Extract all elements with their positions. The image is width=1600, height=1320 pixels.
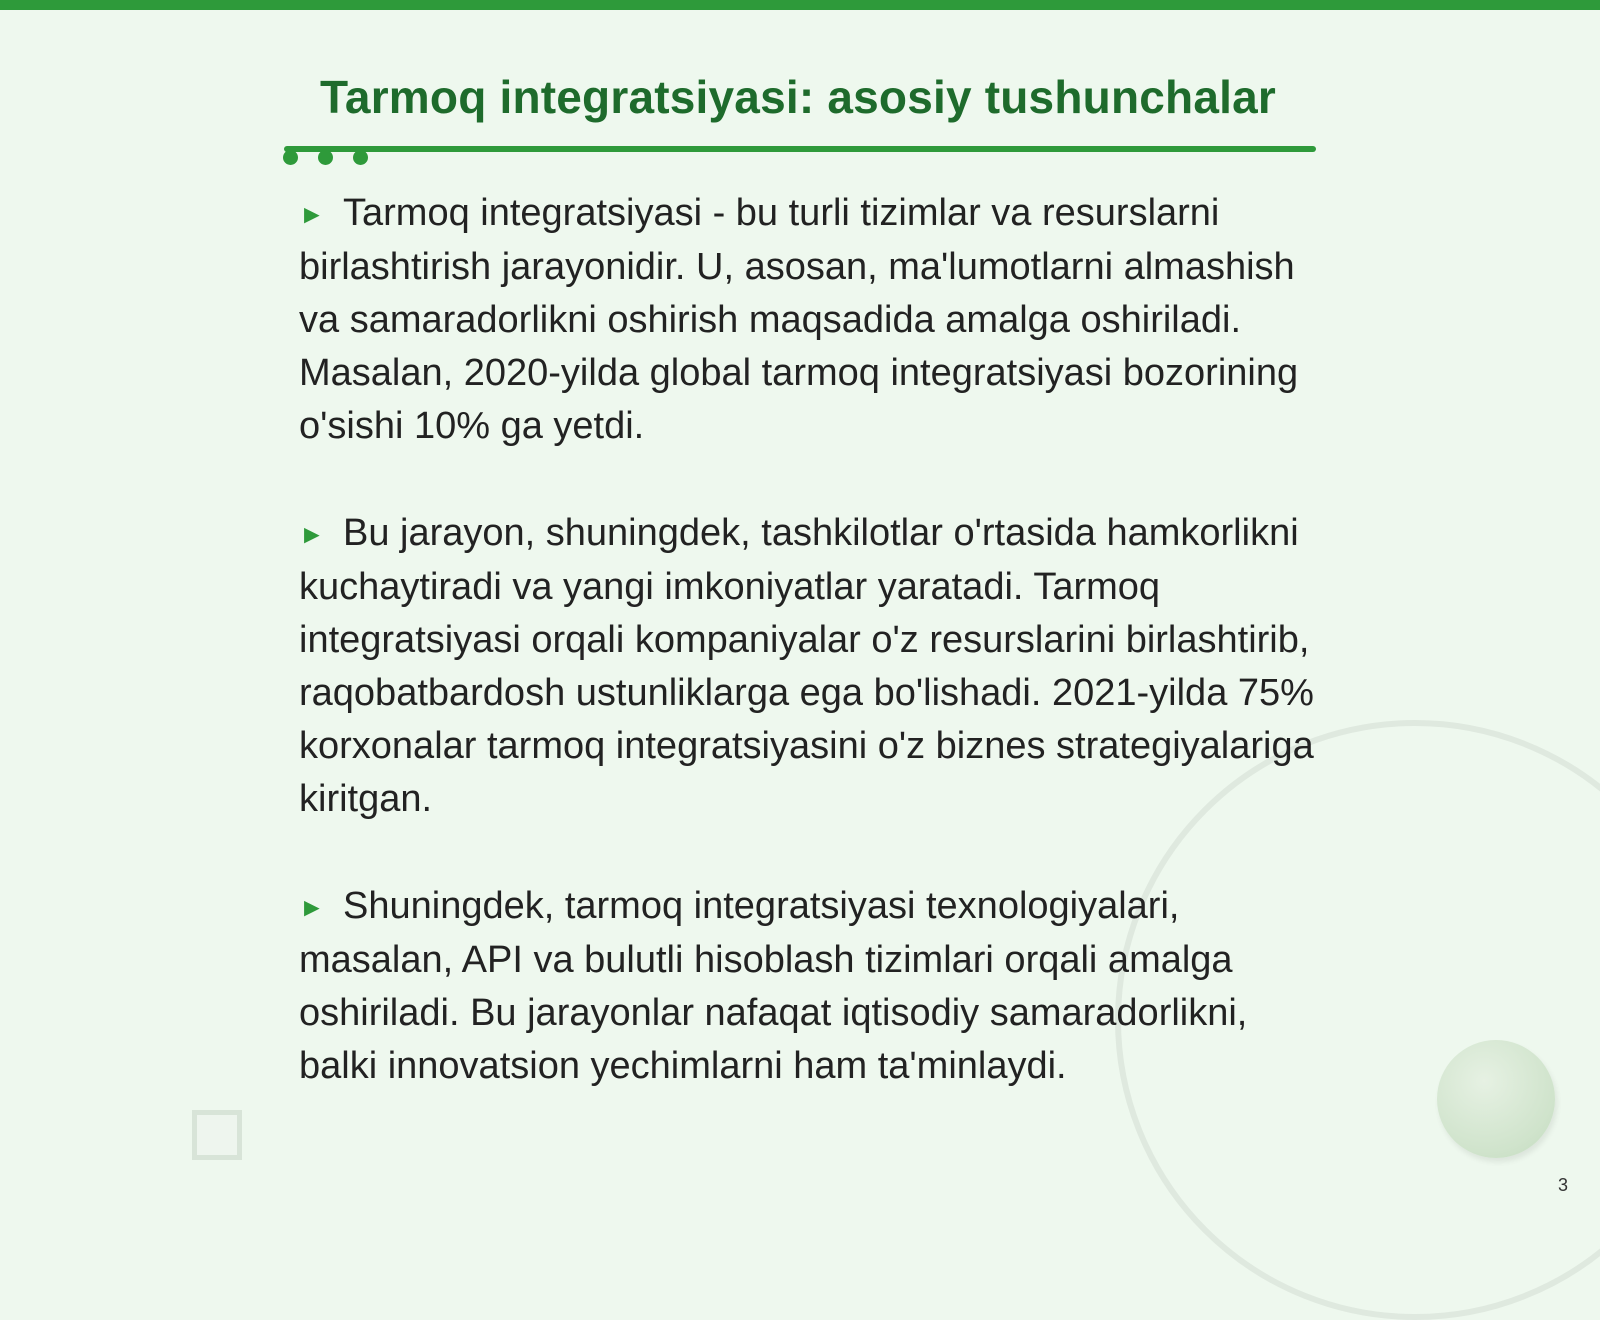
decorative-square (192, 1110, 242, 1160)
bullet-text: Bu jarayon, shuningdek, tashkilotlar o'rtasida hamkorlikni kuchaytiradi va yangi imkoniyatlar yaratadi. Tarmoq integratsiyasi orqali kompaniyalar o'z resurslarini birlashtirib, raqobatbardosh ustunliklarga ega bo'lishadi. 2021-yilda 75% korxonalar tarmoq integratsiyasini o'z biznes strategiyalariga kiritgan. (299, 512, 1314, 820)
top-accent-bar (0, 0, 1600, 10)
title-dot (353, 150, 368, 165)
page-number: 3 (1557, 1175, 1568, 1195)
bullet-arrow-icon: ► (299, 892, 325, 922)
bullet-item (299, 507, 1319, 826)
bullet-text: Tarmoq integratsiyasi - bu turli tizimlar va resurslarni birlashtirish jarayonidir. U, asosan, ma'lumotlarni almashish va samaradorlikni oshirish maqsadida amalga oshiriladi. Masalan, 2020-yilda global tarmoq integratsiyasi bozorining o'sishi 10% ga yetdi. (299, 192, 1299, 447)
title-dot (318, 150, 333, 165)
bullet-item (299, 187, 1319, 453)
bullet-item (299, 880, 1319, 1093)
bullet-arrow-icon: ► (299, 199, 325, 229)
slide-title: Tarmoq integratsiyasi: asosiy tushunchalar (320, 71, 1276, 123)
bullet-list (299, 187, 1319, 1147)
title-dot (283, 150, 298, 165)
bullet-text: Shuningdek, tarmoq integratsiyasi texnologiyalari, masalan, API va bulutli hisoblash tizimlari orqali amalga oshiriladi. Bu jarayonlar nafaqat iqtisodiy samaradorlikni, balki innovatsion yechimlarni ham ta'minlaydi. (299, 885, 1248, 1087)
title-underline (284, 146, 1316, 152)
bullet-arrow-icon: ► (299, 519, 325, 549)
decorative-circle (1437, 1040, 1555, 1158)
